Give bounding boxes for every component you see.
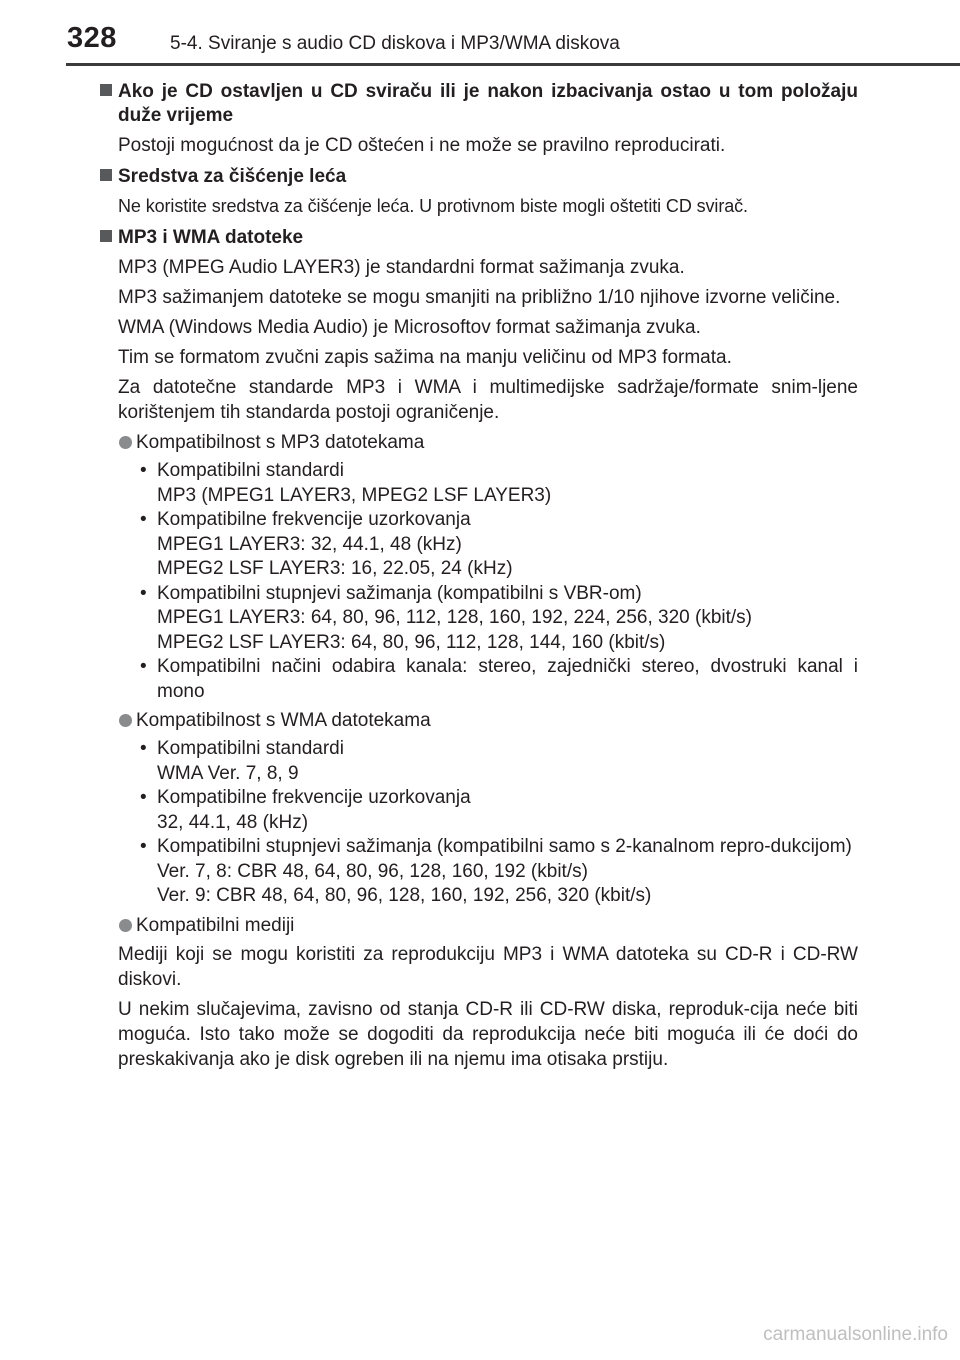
list-item — [136, 835, 858, 909]
bullet-mark: • — [140, 738, 147, 759]
list-item-line: WMA Ver. 7, 8, 9 — [157, 762, 299, 784]
list-item-line: MPEG2 LSF LAYER3: 64, 80, 96, 112, 128, 144, 160 (kbit/s) — [157, 631, 666, 653]
topic-heading: MP3 i WMA datoteke — [118, 227, 304, 248]
list-item-title: Kompatibilni standardi — [157, 460, 344, 481]
bullet-list — [136, 459, 858, 704]
list-item-line: MPEG1 LAYER3: 32, 44.1, 48 (kHz) — [157, 533, 462, 555]
list-item-title: Kompatibilne frekvencije uzorkovanja — [157, 787, 471, 808]
subsection-compatible-media — [118, 913, 858, 938]
list-item — [136, 786, 858, 835]
square-bullet-icon — [100, 169, 112, 181]
paragraph: Ne koristite sredstva za čišćenje leća. U protivnom biste mogli oštetiti CD svirač. — [118, 196, 748, 216]
bullet-mark: • — [140, 582, 147, 604]
square-bullet-icon — [100, 84, 112, 96]
list-item-line: Ver. 9: CBR 48, 64, 80, 96, 128, 160, 192, 256, 320 (kbit/s) — [157, 885, 652, 906]
list-item-line: Ver. 7, 8: CBR 48, 64, 80, 96, 128, 160, 192 (kbit/s) — [157, 860, 588, 882]
round-bullet-icon — [119, 919, 132, 932]
topic-heading: Sredstva za čišćenje leća — [118, 166, 347, 187]
list-item — [136, 508, 858, 582]
list-item — [136, 582, 858, 656]
topic-heading: Ako je CD ostavljen u CD sviraču ili je nakon izbacivanja ostao u tom položaju duže vrijeme — [118, 81, 858, 126]
header-rule — [66, 63, 960, 66]
paragraph: Postoji mogućnost da je CD oštećen i ne može se pravilno reproducirati. — [118, 135, 726, 156]
list-item-line: MP3 (MPEG1 LAYER3, MPEG2 LSF LAYER3) — [157, 484, 552, 506]
page-number: 328 — [67, 22, 117, 54]
subsection-wma-compat — [118, 708, 858, 909]
list-item-line: MPEG2 LSF LAYER3: 16, 22.05, 24 (kHz) — [157, 558, 513, 579]
subsection-mp3-compat — [118, 430, 858, 704]
section-title: 5-4. Sviranje s audio CD diskova i MP3/WMA diskova — [170, 33, 620, 54]
list-item-line: 32, 44.1, 48 (kHz) — [157, 811, 309, 833]
bullet-mark: • — [140, 656, 147, 677]
subsection-title: Kompatibilnost s WMA datotekama — [136, 710, 431, 731]
bullet-mark: • — [140, 460, 147, 481]
subsection-title: Kompatibilni mediji — [136, 914, 295, 936]
round-bullet-icon — [119, 436, 132, 449]
list-item — [136, 737, 858, 786]
bullet-mark: • — [140, 836, 147, 857]
bullet-mark: • — [140, 787, 147, 808]
list-item-title: Kompatibilne frekvencije uzorkovanja — [157, 509, 471, 530]
paragraph: Tim se formatom zvučni zapis sažima na manju veličinu od MP3 formata. — [118, 347, 732, 368]
paragraph: MP3 (MPEG Audio LAYER3) je standardni format sažimanja zvuka. — [118, 257, 685, 278]
list-item-title: Kompatibilni stupnjevi sažimanja (kompatibilni s VBR-om) — [157, 582, 642, 604]
square-bullet-icon — [100, 230, 112, 242]
bullet-list — [136, 737, 858, 909]
list-item-line: MPEG1 LAYER3: 64, 80, 96, 112, 128, 160, 192, 224, 256, 320 (kbit/s) — [157, 607, 753, 628]
subsection-title: Kompatibilnost s MP3 datotekama — [136, 432, 425, 453]
paragraph: Mediji koji se mogu koristiti za reprodukciju MP3 i WMA datoteka su CD-R i CD-RW diskovi. — [118, 943, 858, 990]
topic-mp3-wma-files — [98, 224, 858, 1072]
paragraph: U nekim slučajevima, zavisno od stanja CD-R ili CD-RW diska, reproduk-cija neće biti moguća. Isto tako može se dogoditi da reprodukcija neće biti moguća ili će doći do preskakivanja ako je disk ogreben ili na njemu ima otisaka prstiju. — [118, 998, 858, 1070]
paragraph: MP3 sažimanjem datoteke se mogu smanjiti na približno 1/10 njihove izvorne veličine. — [118, 287, 841, 308]
page-header — [0, 0, 960, 70]
topic-lens-cleaners — [98, 163, 858, 219]
paragraph: WMA (Windows Media Audio) je Microsoftov format sažimanja zvuka. — [118, 317, 701, 338]
round-bullet-icon — [119, 714, 132, 727]
bullet-mark: • — [140, 509, 147, 530]
paragraph: Za datotečne standarde MP3 i WMA i multimedijske sadržaje/formate snim-ljene korištenjem tih standarda postoji ograničenje. — [118, 377, 858, 423]
list-item — [136, 459, 858, 508]
list-item — [136, 655, 858, 704]
topic-cd-left-in-player — [98, 78, 858, 158]
list-item-title: Kompatibilni standardi — [157, 738, 344, 759]
list-item-title: Kompatibilni načini odabira kanala: stereo, zajednički stereo, dvostruki kanal i mono — [157, 656, 858, 702]
watermark-text: carmanualsonline.info — [763, 1324, 948, 1345]
list-item-title: Kompatibilni stupnjevi sažimanja (kompatibilni samo s 2-kanalnom repro-dukcijom) — [157, 836, 852, 857]
page-content — [98, 78, 858, 1077]
